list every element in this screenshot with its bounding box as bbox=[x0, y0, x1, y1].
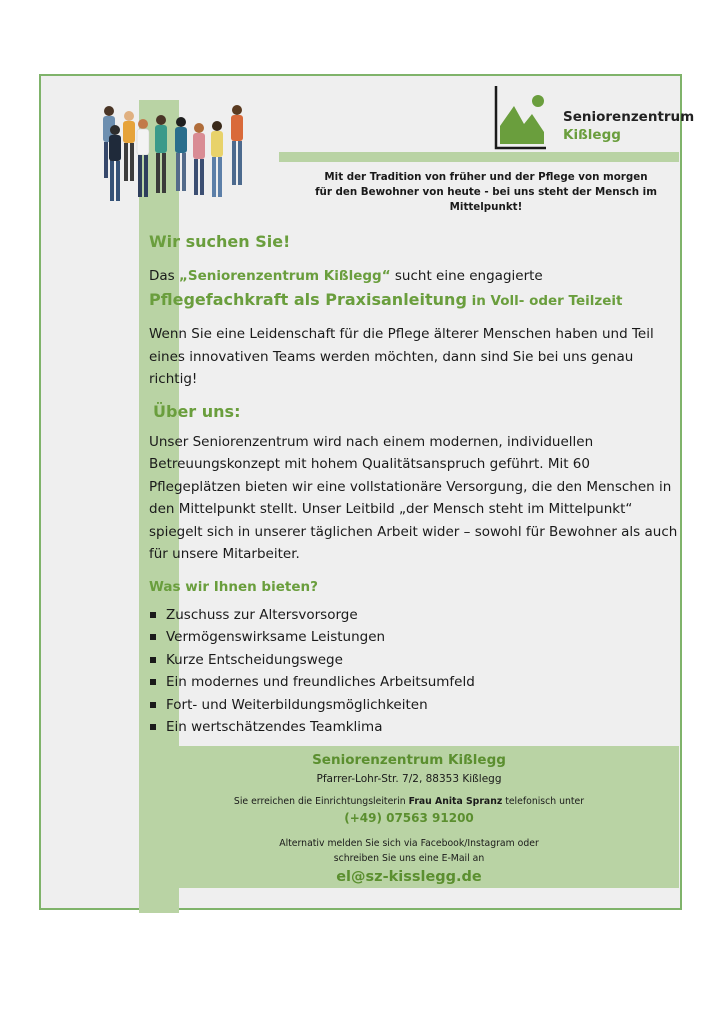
intro-paragraph bbox=[149, 265, 683, 313]
intro-time: in Voll- oder Teilzeit bbox=[466, 293, 623, 309]
offer-heading: Was wir Ihnen bieten? bbox=[149, 578, 318, 595]
main-content bbox=[149, 232, 683, 739]
person-6 bbox=[175, 117, 187, 191]
passion-paragraph: Wenn Sie eine Leidenschaft für die Pflege älterer Menschen haben und Teil eines innovativen Teams werden möchten, dann sind Sie bei uns genau richtig! bbox=[149, 326, 654, 387]
intro-org: „Seniorenzentrum Kißlegg“ bbox=[179, 268, 391, 284]
person-8 bbox=[211, 121, 223, 197]
footer-contact-line bbox=[139, 796, 679, 807]
contact-post: telefonisch unter bbox=[502, 796, 585, 807]
person-2 bbox=[123, 111, 135, 181]
footer-address: Pfarrer-Lohr-Str. 7/2, 88353 Kißlegg bbox=[316, 773, 502, 785]
list-item: Ein wertschätzendes Teamklima bbox=[149, 716, 683, 739]
person-7 bbox=[193, 123, 205, 195]
people-group-illustration bbox=[97, 102, 252, 212]
person-9 bbox=[231, 105, 243, 185]
intro-role: Pflegefachkraft als Praxisanleitung bbox=[149, 290, 467, 309]
person-4 bbox=[137, 119, 149, 197]
person-3 bbox=[109, 125, 121, 201]
seniorenzentrum-logo-icon bbox=[492, 84, 550, 150]
footer-email-link[interactable]: el@sz-kisslegg.de bbox=[336, 869, 482, 885]
intro-pre: Das bbox=[149, 268, 179, 284]
list-item: Ein modernes und freundliches Arbeitsumfeld bbox=[149, 671, 683, 694]
footer-org-name: Seniorenzentrum Kißlegg bbox=[312, 752, 506, 768]
contact-footer bbox=[139, 746, 679, 888]
contact-person: Frau Anita Spranz bbox=[408, 796, 503, 807]
benefits-list bbox=[149, 604, 683, 739]
list-item: Fort- und Weiterbildungsmöglichkeiten bbox=[149, 694, 683, 717]
footer-alternative bbox=[139, 836, 679, 866]
tagline-line2: für den Bewohner von heute - bei uns steht der Mensch im Mittelpunkt! bbox=[315, 186, 657, 213]
person-5 bbox=[155, 115, 167, 193]
list-item: Vermögenswirksame Leistungen bbox=[149, 626, 683, 649]
list-item: Zuschuss zur Altersvorsorge bbox=[149, 604, 683, 627]
header-green-bar bbox=[279, 152, 679, 162]
alt-line2: schreiben Sie uns eine E-Mail an bbox=[333, 853, 485, 864]
about-heading: Über uns: bbox=[153, 401, 241, 421]
logo-text-line1: Seniorenzentrum bbox=[563, 109, 695, 125]
list-item: Kurze Entscheidungswege bbox=[149, 649, 683, 672]
footer-phone[interactable]: (+49) 07563 91200 bbox=[344, 811, 474, 825]
flyer-frame bbox=[39, 74, 695, 910]
logo-text-line2: Kißlegg bbox=[563, 127, 621, 143]
page-title: Wir suchen Sie! bbox=[149, 232, 291, 251]
tagline bbox=[288, 170, 684, 215]
about-paragraph: Unser Seniorenzentrum wird nach einem modernen, individuellen Betreuungskonzept mit hohem Qualitätsanspruch geführt. Mit 60 Pflegeplätzen bieten wir eine vollstationäre Versorgung, die den Menschen in den Mittelpunkt stellt. Unser Leitbild „der Mensch steht im Mittelpunkt“ spiegelt sich in unserer täglichen Arbeit wider – sowohl für Bewohner als auch für unsere Mitarbeiter. bbox=[149, 433, 678, 562]
tagline-line1: Mit der Tradition von früher und der Pflege von morgen bbox=[324, 171, 648, 183]
alt-line1: Alternativ melden Sie sich via Facebook/Instagram oder bbox=[279, 838, 539, 849]
contact-pre: Sie erreichen die Einrichtungsleiterin bbox=[233, 796, 409, 807]
intro-mid: sucht eine engagierte bbox=[390, 268, 543, 284]
